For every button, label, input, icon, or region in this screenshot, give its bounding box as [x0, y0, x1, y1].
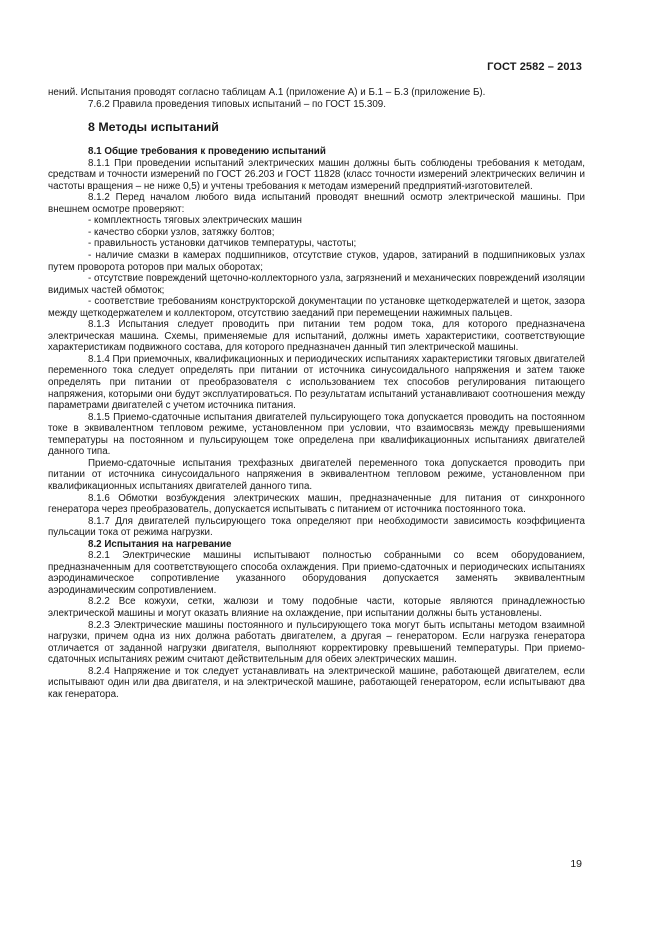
paragraph-8-1-6: 8.1.6 Обмотки возбуждения электрических машин, предназначенные для питания от синхронного генератора через преобразователь, допускается испытывать с питанием от источника постоянного тока.: [48, 492, 585, 516]
page-number: 19: [570, 858, 582, 870]
paragraph-8-1-4: 8.1.4 При приемочных, квалификационных и периодических испытаниях характеристики тяговых двигателей переменного тока следует определять при питании от источника синусоидального напряжения и затем также определять при питании от преобразователя с использованием тех способов регулирования питающего напряжения, которыми они будут эксплуатироваться. По результатам испытаний устанавливают соотношения между параметрами двигателей с учетом источника питания.: [48, 353, 585, 412]
paragraph-8-1-5: 8.1.5 Приемо-сдаточные испытания двигателей пульсирующего тока допускается проводить на постоянном токе в эквивалентном тепловом режиме, установленном при условии, что взаимосвязь между превышениями температуры на постоянном и пульсирующем токе определена при квалификационных испытаниях двигателей данного типа.: [48, 411, 585, 458]
section-heading-8: 8 Методы испытаний: [88, 120, 219, 135]
paragraph-8-2-3: 8.2.3 Электрические машины постоянного и пульсирующего тока могут быть испытаны методом взаимной нагрузки, причем одна из них должна работать двигателем, а другая – генератором. Если нагрузка генератора отличается от заданной нагрузки двигателя, выполняют корректировку превышений температуры. При приемо-сдаточных испытаниях режим считают действительным для обеих электрических машин.: [48, 619, 585, 666]
paragraph-8-2-1: 8.2.1 Электрические машины испытывают полностью собранными со всем оборудованием, предназначенным для соответствующего способа охлаждения. При приемо-сдаточных и периодических испытаниях аэродинамическое сопротивление указанного оборудования допускается заменять эквивалентным аэродинамическим сопротивлением.: [48, 550, 585, 596]
subsection-heading-8-1: 8.1 Общие требования к проведению испытаний: [88, 146, 326, 158]
paragraph-8-1-5-continued: Приемо-сдаточные испытания трехфазных двигателей переменного тока допускается проводить при питании от источника синусоидального напряжения в эквивалентном тепловом режиме, установленном при квалификационных испытаниях двигателей данного типа.: [48, 457, 585, 492]
list-item: - отсутствие повреждений щеточно-коллекторного узла, загрязнений и механических повреждений изоляции видимых частей обмоток;: [48, 273, 585, 296]
list-item: - правильность установки датчиков температуры, частоты;: [88, 238, 357, 250]
paragraph-8-1-7: 8.1.7 Для двигателей пульсирующего тока определяют при необходимости зависимость коэффициента пульсации тока от режима нагрузки.: [48, 515, 585, 539]
document-code: ГОСТ 2582 – 2013: [487, 61, 582, 73]
list-item: - комплектность тяговых электрических машин: [88, 215, 302, 227]
paragraph-8-2-2: 8.2.2 Все кожухи, сетки, жалюзи и тому подобные части, которые являются принадлежностью электрической машины и могут оказать влияние на охлаждение, при испытании должны быть установлены.: [48, 596, 585, 619]
paragraph-8-1-1: 8.1.1 При проведении испытаний электрических машин должны быть соблюдены требования к методам, средствам и точности измерений по ГОСТ 26.203 и ГОСТ 11828 (класс точности измерений электрических величин и частоты вращения – не ниже 0,5) и учтены требования к методам измерений предприятий-изготовителей.: [48, 157, 585, 192]
paragraph-8-2-4: 8.2.4 Напряжение и ток следует устанавливать на электрической машине, работающей двигателем, если испытывают один или два двигателя, и на электрической машине, работающей генератором, если испытывают два как генератора.: [48, 665, 585, 700]
paragraph-8-1-2: 8.1.2 Перед началом любого вида испытаний проводят внешний осмотр электрической машины. При внешнем осмотре проверяют:: [48, 192, 585, 215]
paragraph-continued: нений. Испытания проводят согласно таблицам А.1 (приложение А) и Б.1 – Б.3 (приложение Б).: [48, 87, 486, 98]
list-item: - соответствие требованиям конструкторской документации по установке щеткодержателей и щеток, зазора между щеткодержателем и коллектором, отсутствию заеданий при перемещении нажимных пальцев.: [48, 296, 585, 319]
paragraph-7-6-2: 7.6.2 Правила проведения типовых испытаний – по ГОСТ 15.309.: [88, 98, 386, 110]
paragraph-8-1-3: 8.1.3 Испытания следует проводить при питании тем родом тока, для которого предназначена электрическая машина. Схемы, применяемые для испытаний, должны иметь характеристики, соответствующие характеристикам подвижного состава, для которого предназначен данный тип электрической машины.: [48, 319, 585, 354]
list-item: - наличие смазки в камерах подшипников, отсутствие стуков, ударов, затираний в подшипниковых узлах путем проворота роторов при малых оборотах;: [48, 250, 585, 273]
subsection-heading-8-2: 8.2 Испытания на нагревание: [88, 538, 232, 550]
document-body: [48, 87, 585, 700]
list-item: - качество сборки узлов, затяжку болтов;: [88, 226, 275, 238]
